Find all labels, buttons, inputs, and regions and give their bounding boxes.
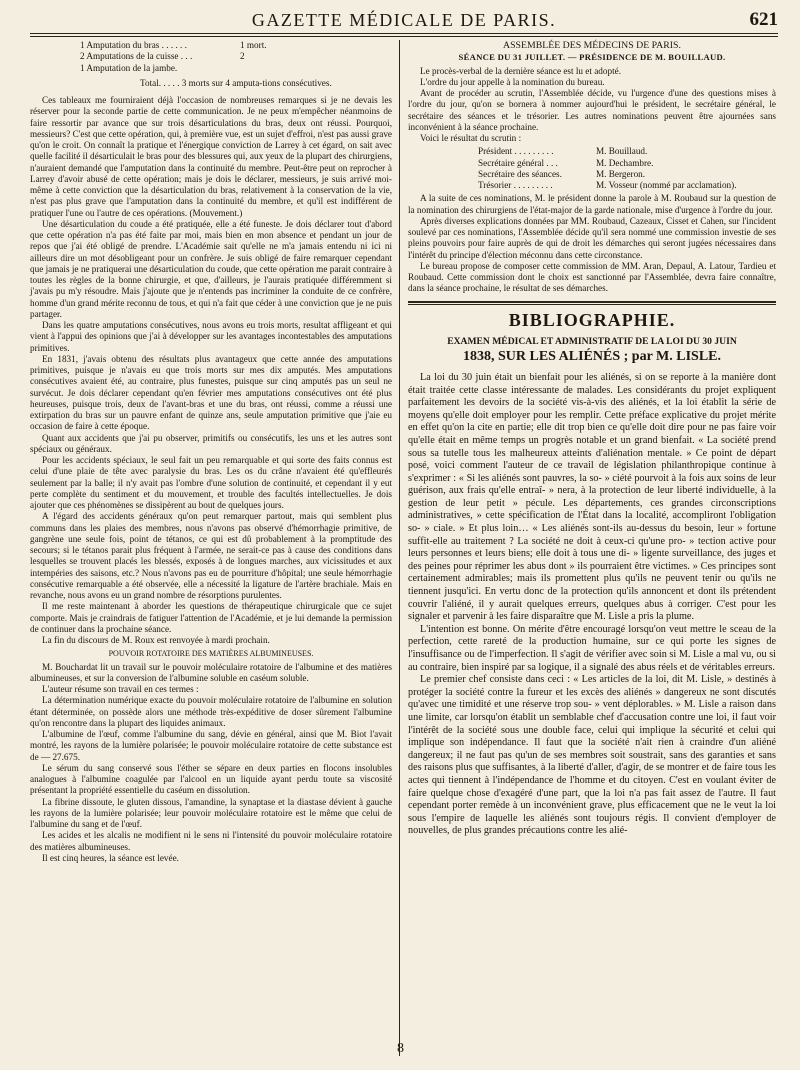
paragraph: A l'égard des accidents généraux qu'on peut remarquer partout, mais qui semblent plus communs dans les plaies des membres, nous n'avons pas observé d'hémorrhagie primitive, de gangrène une seule fois, point de tétanos, ce qui est dû probablement à la promptitude des secours; si le tétanos parait plus fréquent à l'armée, ne serait-ce pas à cause des conditions dans lesquelles se trouvent placés les blessés, exposés à de longues marches, aux vicissitudes et aux intempéries des saisons, etc.? Nous n'avons pas eu de pourriture d'hôpital; une seule hémorrhagie consécutive remarquable a été observée, elle a nécessité la ligature de l'artère brachiale. Mais en revanche, nous avons eu un grand nombre de résorptions purulentes. — [30, 511, 392, 601]
journal-title: GAZETTE MÉDICALE DE PARIS. — [251, 10, 557, 30]
paragraph: M. Bouchardat lit un travail sur le pouvoir moléculaire rotatoire de l'albumine et des matières albumineuses, et sur la conversion de l'albumine soluble en caséum soluble. — [30, 661, 392, 683]
paragraph: Voici le résultat du scrutin : — [420, 133, 522, 143]
paragraph: Après diverses explications données par MM. Roubaud, Cazeaux, Cisset et Cahen, sur l'incident soulevé par ces nominations, l'Assemblée décide qu'il sera nommé une commission investie de ses pleins pouvoirs pour faire auprès de qui de droit les démarches qui seront jugées nécessaires dans l'intérêt du principe d'élection méconnu dans cette circonstance. — [408, 215, 776, 260]
paragraph: Les acides et les alcalis ne modifient ni le sens ni l'intensité du pouvoir moléculaire rotatoire des matières albumineuses. — [30, 830, 392, 852]
section-rule — [408, 301, 776, 303]
vote-row: Secrétaire général . . . M. Dechambre. — [478, 157, 654, 168]
left-column — [30, 40, 392, 864]
paragraph: Le premier chef consiste dans ceci : « Les articles de la loi, dit M. Lisle, » destinés à protéger la société contre la fureur et les excès des aliénés » dangereux ne sont discutés qu'avec une timidité et une réserve trop sou- » vent déplorables. » M. Lisle a raison dans une limite, car lorsqu'on établit un semblable chef d'accusation contre une loi, il faut voir l'intérêt de la société sous une double face, celui qui implique la sécurité et celui qui implique son indépendance. Il faut que la société n'ait rien à craindre d'un aliéné dangereux; il ne faut pas qu'un de ses membres soit soustrait, sans des garanties et sans des raisons plus que suffisantes, à la liberté d'aller, d'agir, de se montrer et de faire tous les actes qui tiennent à l'indépendance de l'homme et du citoyen. C'est en voulant éviter de faire quelque chose d'exagéré d'une part, que la loi n'a pas fait assez de l'autre. Il faut cependant porter remède à un inconvénient grave, plus efficacement que ne le veut la loi sous l'empire de laquelle les aliénés sont toujours régis. Il convient d'employer de nouvelles, de plus grandes précautions contre les alié- — [408, 674, 776, 837]
paragraph: Quant aux accidents que j'ai pu observer, primitifs ou consécutifs, les uns et les autres sont spéciaux ou généraux. — [30, 432, 392, 454]
paragraph: La loi du 30 juin était un bienfait pour les aliénés, si on se reporte à la manière dont était traitée cette classe intéressante de malades. Les considérants du projet expliquent parfaitement les devoirs de la société vis-à-vis des aliénés, et la loi établit la série de moyens qu'elle doit employer pour les remplir. Cette préface explicative du projet mérite en effet qu'on la cite en partie; elle dit trop bien ce qu'elle doit dire pour ne pas faire voir qu'elle était en même temps un progrès notable et un grand bienfait. « La société prend sous sa tutelle tous les malheureux atteints d'aliénation mentale. » Ce point de départ posé, voici comment l'auteur de ce travail de législation philanthropique continue à s'exprimer : « Si les aliénés sont pauvres, la so- » ciété pourvoit à la fois aux soins de leur guérison, aux frais qu'elle entraî- » nera, à la protection de leur liberté individuelle, à la gestion de leur petit » pécule. Les départements, ces grandes circonscriptions administratives, » cette spécification de l'État dans la localité, accompliront l'obligation so- » ciale. » Et plus loin… « Les aliénés sont-ils au-dessus du besoin, leur » fortune suffit-elle au traitement ? La société ne doit à ceux-ci qu'une pro- » tection active pour leurs personnes et leurs biens; elle doit à tous une di- » ligente surveillance, des juges et des peines pour réprimer les abus dont » ils pourraient être victimes. » Ces principes sont certainement admirables; mais ils promettent plus qu'ils ne peuvent tenir ou qu'ils ne tiennent jusqu'ici. En vertu donc de la protection qu'ils annoncent et dont ils prétendent couvrir l'aliéné, il y aurait quelques erreurs, quelques abus à corriger. C'est pour les signaler et parvenir à les faire disparaître que M. Lisle a pris la plume. — [408, 371, 776, 623]
page-header — [30, 8, 778, 32]
assembly-heading: ASSEMBLÉE DES MÉDECINS DE PARIS. — [503, 40, 681, 51]
section-title-pouvoir: POUVOIR ROTATOIRE DES MATIÈRES ALBUMINEUSES. — [108, 649, 314, 659]
section-rule-thin — [408, 304, 776, 305]
header-rule — [30, 33, 778, 34]
paragraph: Avant de procéder au scrutin, l'Assemblée décide, vu l'urgence d'une des questions mises à l'ordre du jour, qu'on se bornera à nommer aujourd'hui le président, le secrétaire général, le secrétaire des séances et le trésorier. Les autres nominations peuvent être ajournées sans inconvénient à la séance prochaine. — [408, 88, 776, 132]
stat-row: 1 Amputation du bras . . . . . . 1 mort. — [80, 40, 267, 50]
session-heading: SÉANCE DU 31 JUILLET. — PRÉSIDENCE DE M. BOUILLAUD. — [458, 52, 726, 63]
amputation-stats — [80, 40, 392, 74]
page-number: 621 — [749, 9, 778, 30]
vote-row: Président . . . . . . . . . M. Bouillaud. — [478, 146, 648, 157]
paragraph: Dans les quatre amputations consécutives, nous avons eu trois morts, resultat affligeant et qui vient à l'appui des opinions que j'ai à développer sur les avantages incontestables des amputations primitives. — [30, 320, 392, 353]
paragraph: Il me reste maintenant à aborder les questions de thérapeutique chirurgicale que ce sujet comporte. Mais je craindrais de fatiguer l'attention de l'Académie, et je lui demande la permission de continuer dans la prochaine séance. — [30, 601, 392, 634]
review-body — [408, 372, 776, 838]
paragraph: La fin du discours de M. Roux est renvoyée à mardi prochain. — [42, 635, 270, 646]
signature-mark: 8 — [397, 1041, 404, 1056]
paragraph: Ces tableaux me fourniraient déjà l'occasion de nombreuses remarques si je ne devais les réserver pour la seconde partie de cette communication. Je ne peux m'empêcher néanmoins de faire ressortir par avance que sur trois désarticulations du bras, deux ont réussi. Pourquoi, messieurs? C'est que cette opération, qui, à première vue, est un sujet d'effroi, n'est pas aussi grave qu'on le croit. On connaît la pratique et l'énergique conviction de Larrey à cet égard, on sait avec quelle facilité il désarticulait le bras pour des blessures qui, aux yeux de la plupart des chirurgiens, n'auraient demandé que l'amputation dans la continuité du membre. Peut-être peut on reprocher à Larrey d'avoir abusé de cette opération; mais je dois le déclarer, messieurs, je suis arrivé moi-même à cette conviction que la désarticulation du bras, relativement à la conservation de la vie, n'est pas plus grave que l'amputation dans la continuité du membre, et qu'il est indifférent de pratiquer l'une ou l'autre de ces opérations. (Mouvement.) — [30, 95, 392, 218]
right-column — [408, 40, 776, 838]
paragraph: Il est cinq heures, la séance est levée. — [42, 852, 179, 863]
paragraph: En 1831, j'avais obtenu des résultats plus avantageux que cette année des amputations primitives, puisque je n'avais eu que trois morts sur mes dix amputés. Mes amputations consécutives avaient été, au contraire, plus funestes, puisque sur cinq amputés pas un seul ne survécut. Je dois déclarer cependant qu'en février mes amputations consécutives ont été plus heureuses, puisque trois, deux de l'avant-bras et une du bras, ont réussi, comme a réussi une extirpation du bras sur un pauvre enfant de quinze ans, seule amputation primitive que j'aie eu occasion de faire à cette époque. — [30, 353, 392, 432]
paragraph: La détermination numérique exacte du pouvoir moléculaire rotatoire de l'albumine en solution étant déterminée, on possède alors une méthode très-expéditive de doser sûrement l'albumine qu'on rencontre dans la plupart des liquides animaux. — [30, 695, 392, 728]
vote-row: Trésorier . . . . . . . . . M. Vosseur (nommé par acclamation). — [478, 180, 737, 191]
paragraph: L'albumine de l'œuf, comme l'albumine du sang, dévie en général, ainsi que M. Biot l'avait montré, les rayons de la lumière polarisée; le pouvoir moléculaire rotatoire de cette substance est de — 27.675. — [30, 729, 392, 762]
paragraph: L'intention est bonne. On mérite d'être encouragé lorsqu'on veut mettre le sceau de la perfection, cette rareté de la production humaine, sur ce qui porte les signes de l'insuffisance ou de l'imperfection. Il s'agit de vérifier avec soin si M. Lisle a mal vu, ou si au contraire, bien inspiré par sa logique, il a signalé des abus réels et de véritables erreurs. — [408, 623, 776, 673]
paragraph: Une désarticulation du coude a été pratiquée, elle a été funeste. Je dois déclarer tout d'abord que cette opération n'a pas été faite par moi, mais bien en mon absence et pendant un jour de repos que j'ai été obligé de prendre. L'Académie sait qu'elle ne m'a jamais entendu ni ici ni ailleurs dire un mot désobligeant pour un confrère. Je suis obligé de faire remarquer cependant que jamais je ne pratiquerai une désarticulation du coude, que cette opération me parait contraire à toutes les règles de la bonne chirurgie, et que, d'ailleurs, je l'aurais pratiquée différemment si j'avais pu m'y résoudre. Mais j'ajoute que je n'entends pas incriminer la conduite de ce confrère, homme d'un grand mérite reconnu de tous, et qui n'a fait que céder à une conviction que je ne puis partager. — [30, 218, 392, 319]
column-divider — [399, 40, 400, 1056]
stats-total: Total. . . . . 3 morts sur 4 amputa-tions consécutives. — [140, 77, 332, 88]
header-rule-2 — [30, 36, 778, 37]
paragraph: La fibrine dissoute, le gluten dissous, l'amandine, la synaptase et la diastase dévient à gauche les rayons de la lumière polarisée; leur pouvoir moléculaire rotatoire est le même que celui de l'albumine du sang et de l'œuf. — [30, 796, 392, 830]
paragraph: Le sérum du sang conservé sous l'éther se sépare en deux parties en flocons insolubles analogues à l'albumine coagulée par l'alcool en un liquide ayant perdu toute sa viscosité présentant la propriété essentielle du caséum en dissolution. — [30, 762, 392, 796]
review-title: EXAMEN MÉDICAL ET ADMINISTRATIF DE LA LOI DU 30 JUIN 1838, SUR LES ALIÉNÉS ; par M. LISLE. — [447, 335, 737, 364]
paragraph: Le bureau propose de composer cette commission de MM. Aran, Depaul, A. Latour, Tardieu et Roubaud. Cette commission dont le choix est sanctionné par l'Assemblée, devra faire connaître, dans la séance prochaine, le résultat de ses démarches. — [408, 260, 776, 294]
vote-results — [478, 146, 776, 191]
stat-row: 1 Amputation de la jambe. — [80, 62, 178, 73]
paragraph: A la suite de ces nominations, M. le président donne la parole à M. Roubaud sur la question de la nomination des chirurgiens de l'état-major de la garde nationale, mise d'urgence à l'ordre du jour. — [408, 193, 776, 215]
paragraph: Pour les accidents spéciaux, le seul fait un peu remarquable et qui sorte des faits connus est celui d'une plaie de tête avec paralysie du bras. Les os du crâne n'avaient été qu'effleurés seulement par la balle; il n'y avait pas l'ombre d'une solution de continuité, et cependant il y eut perte complète du sentiment et du mouvement, et trouble des facultés intellectuelles. Je dois ajouter que ces phénomènes se dissipèrent au bout de quelques jours. — [30, 455, 392, 511]
stat-row: 2 Amputations de la cuisse . . . 2 — [80, 51, 245, 62]
bibliography-heading: BIBLIOGRAPHIE. — [508, 309, 676, 330]
vote-row: Secrétaire des séances. M. Bergeron. — [478, 168, 646, 179]
paragraph: Le procès-verbal de la dernière séance est lu et adopté. — [420, 65, 621, 76]
paragraph: L'ordre du jour appelle à la nomination du bureau. — [420, 76, 605, 87]
paragraph: L'auteur résume son travail en ces termes : — [42, 684, 199, 695]
